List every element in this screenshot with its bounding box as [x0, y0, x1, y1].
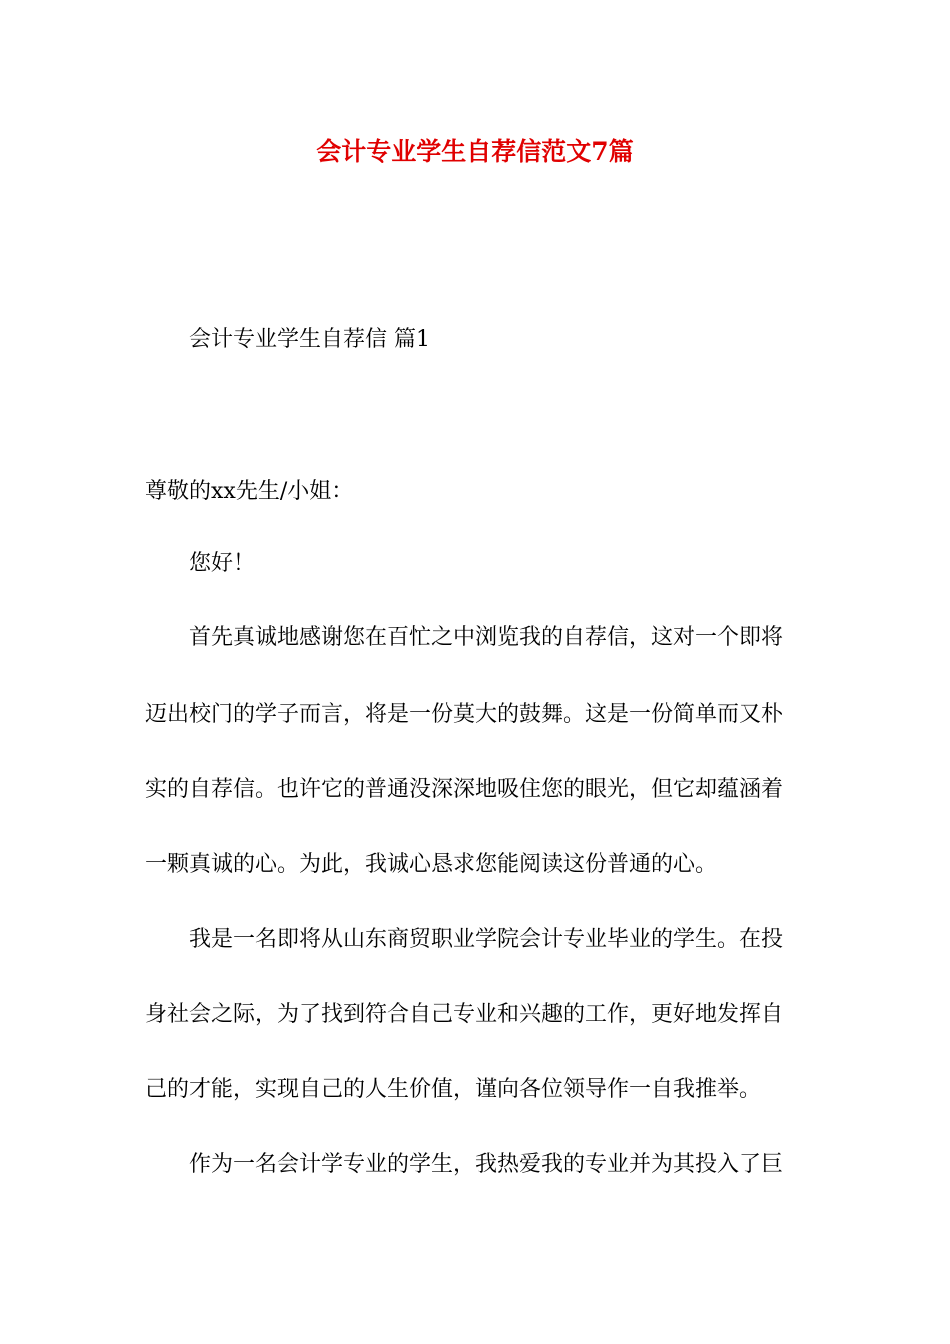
body-line: 实的自荐信。也许它的普通没深深地吸住您的眼光，但它却蕴涵着: [145, 777, 784, 802]
document-title: 会计专业学生自荐信范文7篇: [316, 137, 634, 166]
body-line: 首先真诚地感谢您在百忙之中浏览我的自荐信，这对一个即将: [189, 625, 784, 650]
section-heading: 会计专业学生自荐信 篇1: [189, 327, 430, 352]
greeting: 您好！: [189, 551, 256, 576]
body-line: 迈出校门的学子而言，将是一份莫大的鼓舞。这是一份简单而又朴: [145, 702, 784, 727]
body-line: 一颗真诚的心。为此，我诚心恳求您能阅读这份普通的心。: [145, 852, 718, 877]
body-line: 我是一名即将从山东商贸职业学院会计专业毕业的学生。在投: [189, 927, 784, 952]
body-line: 身社会之际，为了找到符合自己专业和兴趣的工作，更好地发挥自: [145, 1002, 784, 1027]
salutation: 尊敬的xx先生/小姐：: [145, 479, 354, 504]
body-line: 己的才能，实现自己的人生价值，谨向各位领导作一自我推举。: [145, 1077, 762, 1102]
body-line: 作为一名会计学专业的学生，我热爱我的专业并为其投入了巨: [189, 1152, 784, 1177]
